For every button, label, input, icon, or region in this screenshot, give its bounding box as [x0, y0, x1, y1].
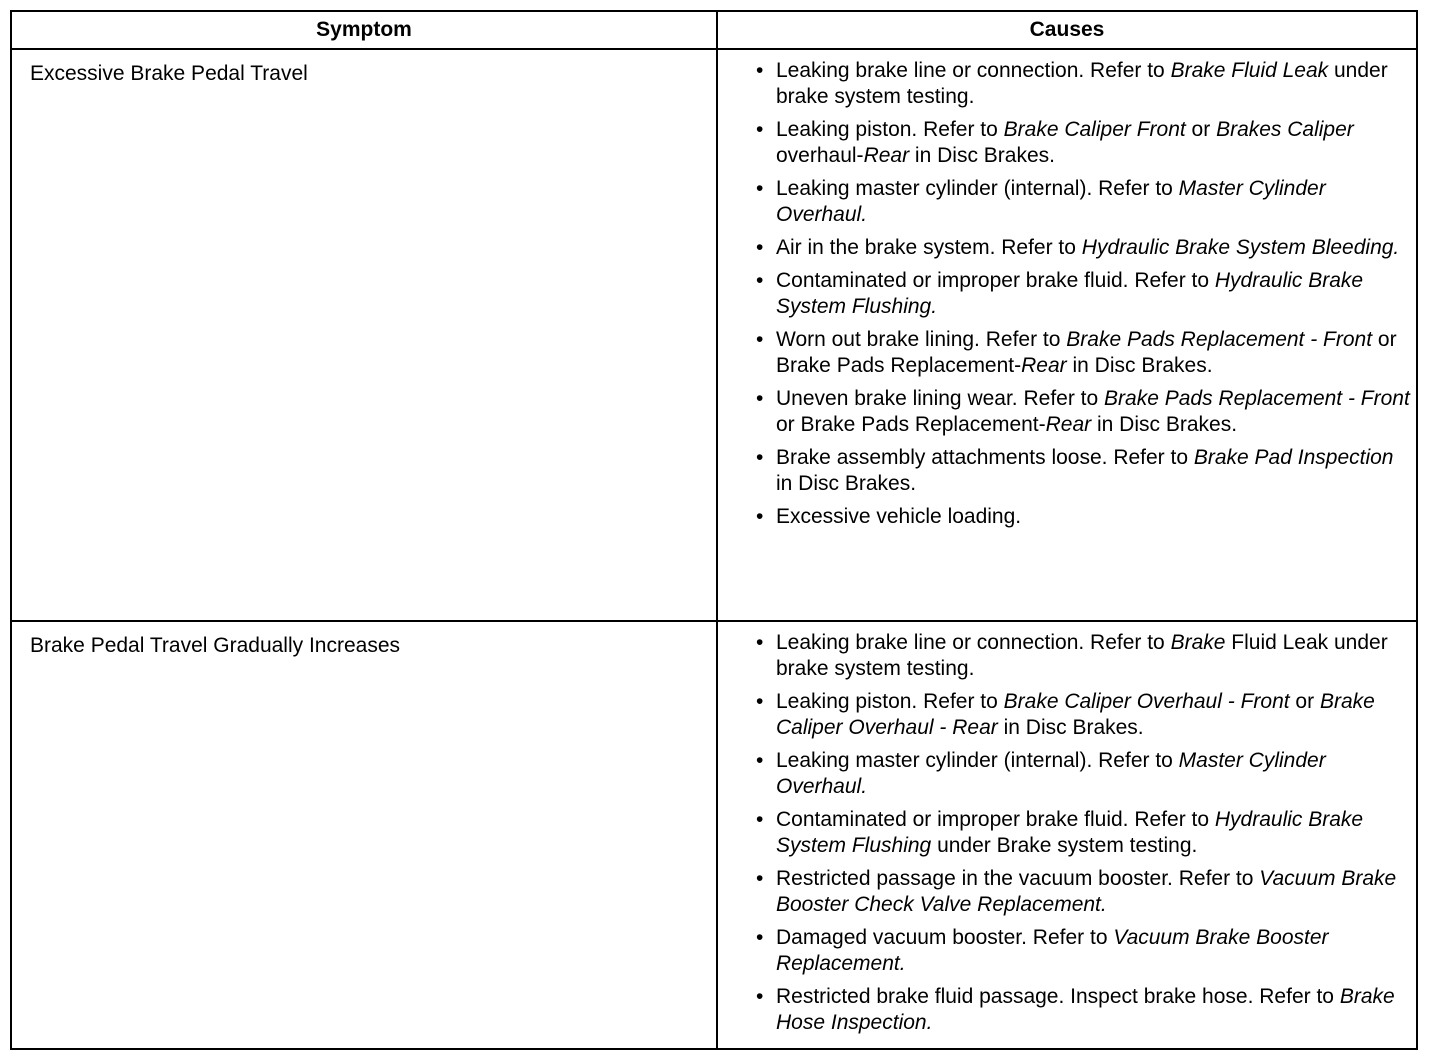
cause-item: [756, 748, 1412, 800]
cause-reference: Brake Pad Inspection: [1193, 446, 1394, 469]
causes-cell: [717, 49, 1417, 621]
cause-reference: Hydraulic Brake System Bleeding.: [1081, 236, 1400, 259]
cause-reference: Rear: [1021, 354, 1067, 377]
cause-reference: Brake Caliper Front: [1003, 118, 1186, 141]
symptom-header: Symptom: [11, 11, 717, 49]
table-row: [11, 621, 1417, 1049]
cause-item: [756, 689, 1412, 741]
cause-text: Leaking brake line or connection. Refer to: [776, 631, 1171, 654]
cause-text: Worn out brake lining. Refer to: [776, 328, 1067, 351]
cause-item: [756, 58, 1412, 110]
cause-item: [756, 117, 1412, 169]
causes-list: [756, 58, 1412, 530]
cause-text: Uneven brake lining wear. Refer to: [776, 387, 1105, 410]
cause-reference: Brakes Caliper: [1216, 118, 1354, 141]
cause-item: [756, 176, 1412, 228]
cause-reference: Brake Pads Replacement - Front: [1066, 328, 1373, 351]
symptom-cell: Brake Pedal Travel Gradually Increases: [11, 621, 717, 1049]
cause-text: Contaminated or improper brake fluid. Refer to: [776, 269, 1215, 292]
cause-text: in Disc Brakes.: [1091, 413, 1238, 436]
cause-text: Leaking piston. Refer to: [776, 690, 1004, 713]
cause-reference: Vacuum Brake Booster Replacement.: [776, 926, 1329, 975]
cause-text: in Disc Brakes.: [909, 144, 1055, 167]
cause-reference: Brake Pads Replacement - Front: [1104, 387, 1410, 410]
cause-text: Leaking piston. Refer to: [776, 118, 1004, 141]
cause-reference: Brake Caliper Overhaul - Front: [1003, 690, 1290, 713]
cause-reference: Master Cylinder Overhaul.: [776, 177, 1326, 226]
cause-reference: Hydraulic Brake System Flushing: [776, 808, 1364, 857]
cause-reference: Brake: [1170, 631, 1226, 654]
cause-reference: Rear: [863, 144, 910, 167]
cause-reference: Master Cylinder Overhaul.: [776, 749, 1326, 798]
symptom-cell: Excessive Brake Pedal Travel: [11, 49, 717, 621]
cause-text: under Brake system testing.: [931, 834, 1198, 857]
cause-reference: Vacuum Brake Booster Check Valve Replacement.: [776, 867, 1397, 916]
diagnosis-table: [10, 10, 1418, 1050]
cause-item: [756, 235, 1412, 261]
cause-item: [756, 866, 1412, 918]
cause-text: or: [1289, 690, 1320, 713]
table-row: [11, 49, 1417, 621]
cause-item: [756, 984, 1412, 1036]
cause-text: under brake system testing.: [776, 59, 1388, 108]
cause-text: Leaking master cylinder (internal). Refer to: [776, 177, 1179, 200]
cause-text: in Disc Brakes.: [1066, 354, 1213, 377]
cause-reference: Rear: [1045, 413, 1092, 436]
cause-text: Brake assembly attachments loose. Refer to: [776, 446, 1194, 469]
cause-text: Excessive vehicle loading.: [776, 505, 1022, 528]
causes-list: [756, 630, 1412, 1036]
cause-text: Air in the brake system. Refer to: [776, 236, 1082, 259]
cause-reference: Hydraulic Brake System Flushing.: [776, 269, 1364, 318]
cause-reference: Brake Hose Inspection.: [776, 985, 1395, 1034]
cause-item: [756, 807, 1412, 859]
cause-item: [756, 445, 1412, 497]
cause-text: Restricted passage in the vacuum booster. Refer to: [776, 867, 1260, 890]
cause-item: [756, 327, 1412, 379]
cause-text: Contaminated or improper brake fluid. Refer to: [776, 808, 1215, 831]
cause-item: [756, 268, 1412, 320]
cause-reference: Brake Caliper Overhaul - Rear: [776, 690, 1375, 739]
cause-item: [756, 386, 1412, 438]
cause-text: Restricted brake fluid passage. Inspect brake hose. Refer to: [776, 985, 1340, 1008]
cause-item: [756, 925, 1412, 977]
cause-text: Leaking master cylinder (internal). Refer to: [776, 749, 1179, 772]
cause-text: in Disc Brakes.: [997, 716, 1144, 739]
cause-item: [756, 504, 1412, 530]
cause-text: Leaking brake line or connection. Refer to: [776, 59, 1171, 82]
cause-item: [756, 630, 1412, 682]
cause-text: or Brake Pads Replacement-: [776, 413, 1046, 436]
header-row: [11, 11, 1417, 49]
cause-text: or Brake Pads Replacement-: [776, 328, 1397, 377]
cause-text: or: [1185, 118, 1217, 141]
causes-cell: [717, 621, 1417, 1049]
cause-reference: Brake Fluid Leak: [1170, 59, 1329, 82]
causes-header: Causes: [717, 11, 1417, 49]
cause-text: overhaul-: [776, 144, 864, 167]
cause-text: Damaged vacuum booster. Refer to: [776, 926, 1114, 949]
cause-text: in Disc Brakes.: [776, 472, 917, 495]
cause-text: Fluid Leak under brake system testing.: [776, 631, 1388, 680]
